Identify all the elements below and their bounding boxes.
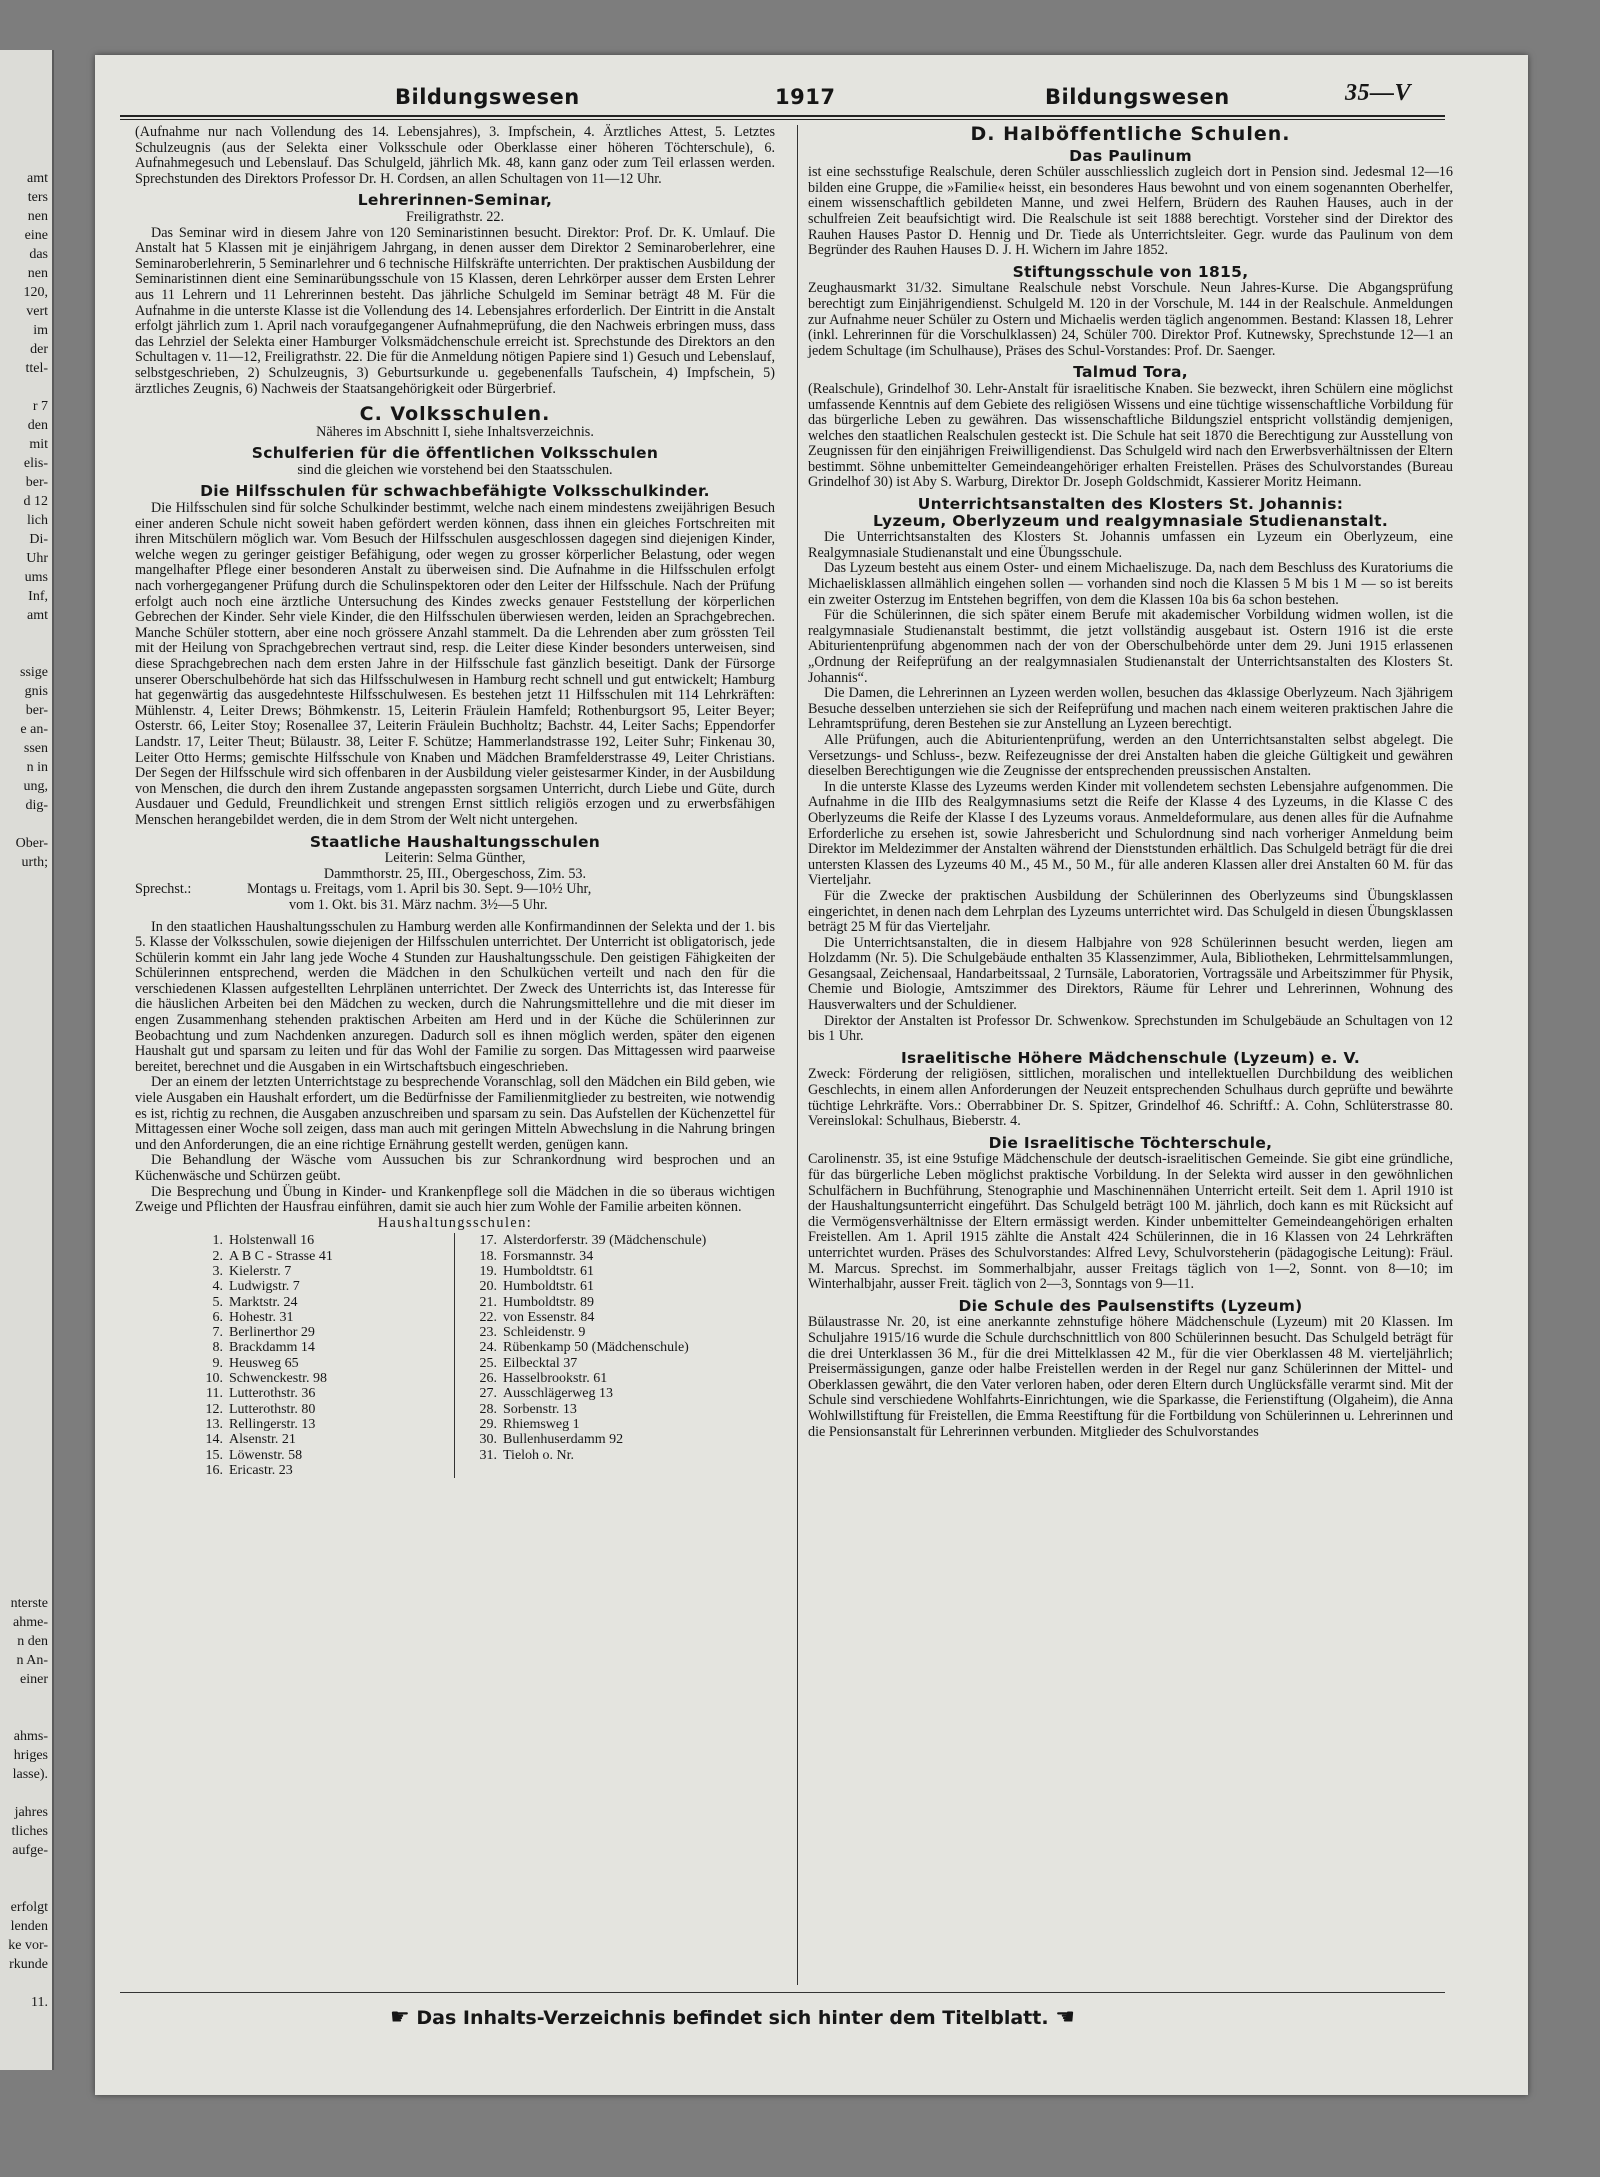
prev-page-fragment: jahres [14,1805,48,1820]
schulferien-title: Schulferien für die öffentlichen Volksschulen [251,444,659,463]
list-item-address: Sorbenstr. 13 [503,1401,577,1417]
list-item-address: Alsterdorferstr. 39 (Mädchenschule) [503,1233,707,1249]
list-item-number: 21. [479,1294,497,1310]
list-item-number: 2. [212,1248,223,1264]
list-item-number: 30. [479,1432,497,1448]
prev-page-fragment: das [29,247,48,262]
list-item [195,1325,454,1340]
list-item-address: Humboldtstr. 89 [503,1294,595,1310]
paulsen-text: Bülaustrasse Nr. 20, ist eine anerkannte zehnstufige höhere Mädchenschule (Lyzeum) mit 20 Klassen. Im Schuljahre 1915/16 wurde die Schule durchschnittlich von 800 Schülerinnen besucht. Das Schulgeld beträgt für die drei Unterklassen 36 M., für die drei Mittelklassen 42 M., für die vier Oberklassen 48 M. vierteljährlich; Preisermässigungen, ganze oder halbe Freistellen werden in der Regel nur ganz Schülerinnen der Mittel- und Oberklassen gewährt, die den Vater verloren haben, oder deren Eltern durch Unglücksfälle verarmt sind. Mit der Schule sind verschiedene Wohlfahrts-Einrichtungen, wie die Sparkasse, die Ferienstiftung (Olgaheim), die Anna Wohlwillstiftung für Freistellen, die Emma Reestiftung für die Fortbildung von Schülerinnen u. Lehrerinnen und die Pensionsanstalt für Lehrerinnen verbunden. Mitglieder des Schulvorstandes [808,1314,1453,1440]
prev-page-fragment: ters [27,190,48,205]
list-item-number: 20. [479,1279,497,1295]
list-item [195,1448,454,1463]
prev-page-fragment: urth; [21,855,48,870]
list-item [195,1233,454,1248]
sprech-line-1: Montags u. Freitags, vom 1. April bis 30. Sept. 9—10½ Uhr, [247,881,592,898]
list-item-number: 23. [479,1325,497,1341]
column-separator [797,125,798,1985]
list-item [195,1295,454,1310]
list-item-number: 27. [479,1386,497,1402]
list-item-address: Lutterothstr. 80 [229,1401,316,1417]
hilfsschulen-text: Die Hilfsschulen sind für solche Schulkinder bestimmt, welche nach einem mindestens zweijährigen Besuch einer anderen Schule nicht soweit haben gefördert werden können, dass ihnen ein gleiches Fortschreiten mit ihren Mitschülern möglich war. Vom Besuch der Hilfsschulen ausgeschlossen dagegen sind diejenigen Kinder, welche wegen zu geringer geistiger Befähigung, oder wegen zu grosser körperlicher Belastung, oder wegen mangelhafter Pflege einer besonderen Anstalt zu überweisen sind. Die Aufnahme in die Hilfsschulen erfolgt nach vorhergegangener Prüfung durch die Schulinspektoren oder den Leiter der Hilfsschule. Nach der Prüfung erfolgt auch noch eine ärztliche Untersuchung des Kindes zwecks genauer Feststellung der körperlichen Gebrechen der Kinder. Sehr viele Kinder, die den Hilfsschulen überwiesen werden, leiden an Sprachgebrechen. Manche Schüler stottern, aber eine noch grössere Anzahl stammelt. Da die Lehrenden aber zum grössten Teil mit der Heilung von Sprachgebrechen vertraut sind, resp. die Leiter diese Kinder besonders unterweisen, sind diese Sprachgebrechen nach dem ersten Jahre in der Hilfsschule fast gänzlich beseitigt. Dank der Fürsorge unserer Oberschulbehörde hat sich das Hilfsschulwesen in Hamburg recht schnell und gut entwickelt; Hamburg hat gegenwärtig das ausgedehnteste Hilfsschulwesen. Es bestehen jetzt 11 Hilfsschulen mit 114 Lehrkräften: Mühlenstr. 4, Leiter Drews; Böhmkenstr. 15, Leiterin Fräulein Hamfeld; Rothenburgsort 95, Leiter Beyer; Osterstr. 66, Leiter Stoy; Rosenallee 37, Leiterin Fräulein Buchholtz; Bachstr. 44, Leiter Sachs; Eppendorfer Landstr. 17, Leiter Theut; Bülaustr. 38, Leiter F. Schütze; Hammerlandstrasse 192, Leiter Suhr; Finkenau 30, Leiter Otto Herms; gemischte Hilfsschule von Knaben und Mädchen Bramfelderstrasse 49, Leiter Christians. Der Segen der Hilfsschule wird sich offenbaren in der Ausbildung vieler geistesarmer Kinder, in der Ausbildung von Menschen, die durch den ihrem Zustande angepassten sorgsamen Unterricht, durch Liebe und Güte, durch Ausdauer und Geduld, Freundlichkeit und strengen Ernst sittlich religiös erzogen und zu erwerbsfähigen Menschen herangebildet werden, die in dem Strom der Welt nicht untergehen. [135,500,775,828]
list-item-address: Hohestr. 31 [229,1309,294,1325]
list-item-address: Eilbecktal 37 [503,1355,578,1371]
list-item-number: 28. [479,1401,497,1417]
list-item [195,1463,454,1478]
list-item-number: 19. [479,1263,497,1279]
list-item [469,1279,775,1294]
list-item-number: 24. [479,1340,497,1356]
seminar-address: Freiligrathstr. 22. [405,208,505,225]
list-item [195,1249,454,1264]
prev-page-fragment: einer [20,1672,48,1687]
prev-page-fragment: Uhr [26,551,48,566]
talmud-title: Talmud Tora, [1073,363,1188,382]
prev-page-fragment: lich [27,513,48,528]
prev-page-fragment: amt [27,608,48,623]
list-item-number: 26. [479,1371,497,1387]
list-left-column [135,1233,455,1478]
israel-toechter-title: Die Israelitische Töchterschule, [988,1133,1273,1152]
list-item [469,1295,775,1310]
list-item [195,1264,454,1279]
prev-page-fragment: erfolgt [10,1900,48,1915]
list-item [469,1233,775,1248]
list-item-number: 10. [205,1371,223,1387]
list-item-address: Humboldtstr. 61 [503,1263,595,1279]
hilfsschulen-title: Die Hilfsschulen für schwachbefähigte Volksschulkinder. [200,482,710,501]
johannis-p1: Die Unterrichtsanstalten des Klosters St. Johannis umfassen ein Lyzeum ein Oberlyzeum, eine Realgymnasiale Studienanstalt und eine Übungsschule. [808,529,1453,561]
prev-page-fragment: lenden [10,1919,48,1934]
prev-page-fragment: 11. [31,1995,48,2010]
paulinum-text: ist eine sechsstufige Realschule, deren Schüler ausschliesslich zugleich dort in Pension sind. Jedesmal 12—16 bilden eine Gruppe, die »Familie« heisst, ein besonderes Haus bewohnt und von einem sogenannten Oberhelfer, einem wissenschaftlich gebildeten Manne, und zwei Helfern, Brüdern des Rauhen Hauses, auch in der schulfreien Zeit beaufsichtigt wird. Die Realschule ist seit 1888 berechtigt. Vorsteher sind der Direktor des Rauhen Hauses Pastor D. Hennig und Dr. Tiede als Unterrichtsleiter. Gegr. wurde das Paulinum von dem Begründer des Rauhen Hauses D. J. H. Wichern im Jahre 1852. [808,164,1453,259]
list-item-address: Berlinerthor 29 [229,1325,315,1341]
list-item-number: 17. [479,1233,497,1249]
israel-toechter-text: Carolinenstr. 35, ist eine 9stufige Mädchenschule der deutsch-israelitischen Gemeinde. Sie gibt eine gründliche, für das bürgerliche Leben möglichst praktische Vorbildung. In der Selekta wird ausser in den gewöhnlichen Schulfächern in Buchführung, Stenographie und Maschinennähen Unterricht erteilt. Seit dem 1. April 1910 ist der Haushaltungsunterricht eingeführt. Das Schulgeld beträgt 100 M. jährlich, doch kann es mit Rücksicht auf die Vermögensverhältnisse der Eltern ermässigt werden. Kinder unbemittelter Gemeindeangehörigen erhalten Freistellen. Am 1. April 1915 zählte die Anstalt 424 Schülerinnen, die in 16 Klassen von 24 Lehrkräften unterrichtet wurden. Präses des Schulvorstandes: Alfred Levy, Schulvorsteherin (pädagogische Leitung): Fräul. M. Marcus. Sprechst. im Sommerhalbjahr, ausser Freitags täglich von 1—2, Sonnt. von 8—10; im Winterhalbjahr, ausser Freit. täglich von 2—3, Sonntags von 9—11. [808,1151,1453,1293]
list-item-address: Holstenwall 16 [229,1233,315,1249]
list-item-number: 13. [205,1416,223,1432]
list-item-number: 5. [212,1294,223,1310]
prev-page-fragment: ber- [25,475,48,490]
list-item-address: Rellingerstr. 13 [229,1416,316,1432]
list-item-number: 15. [205,1447,223,1463]
list-item-number: 18. [479,1248,497,1264]
prev-page-fragment: nterste [10,1596,48,1611]
list-item-address: Schwenckestr. 98 [229,1371,327,1387]
johannis-title-1: Unterrichtsanstalten des Klosters St. Johannis: [917,495,1344,514]
list-item-number: 6. [212,1309,223,1325]
johannis-p2: Das Lyzeum besteht aus einem Oster- und einem Michaeliszuge. Da, nach dem Beschluss des Kuratoriums die Michaelisklassen allmählich eingehen sollen — vorhanden sind noch die Klassen 5 M bis 1 M — so ist bereits ein zweiter Osterzug im Entstehen begriffen, von dem die Klassen 10a bis 6a schon bestehen. [808,560,1453,608]
prev-page-fragment: 120, [23,285,48,300]
prev-page-fragment: Di- [29,532,48,547]
list-item-number: 29. [479,1416,497,1432]
previous-page-edge [0,50,54,2070]
pointing-hand-right-icon: ☚ [1055,2005,1075,2030]
prev-page-fragment: rkunde [9,1957,48,1972]
list-item-address: Heusweg 65 [229,1355,299,1371]
haushalt-school-list [135,1233,775,1478]
prev-page-fragment: n den [17,1634,48,1649]
list-item [195,1310,454,1325]
list-item-address: Rübenkamp 50 (Mädchenschule) [503,1340,689,1356]
johannis-title-2: Lyzeum, Oberlyzeum und realgymnasiale Studienanstalt. [872,511,1389,530]
prev-page-fragment: lasse). [12,1767,48,1782]
list-item-address: Ausschlägerweg 13 [503,1386,614,1402]
prev-page-fragment: den [27,418,48,433]
haushalt-leiterin: Leiterin: Selma Günther, [384,850,526,867]
list-item-number: 4. [212,1279,223,1295]
list-item-address: Alsenstr. 21 [229,1432,296,1448]
header-year: 1917 [775,85,836,109]
list-item [469,1325,775,1340]
footer-rule [120,1992,1445,1993]
list-item [469,1448,775,1463]
list-item [195,1371,454,1386]
list-item-address: Tieloh o. Nr. [503,1447,575,1463]
talmud-text: (Realschule), Grindelhof 30. Lehr-Anstalt für israelitische Knaben. Sie bezweckt, ihren Schülern eine möglichst umfassende Kenntnis auf dem Gebiete des religiösen Wissens und eine tüchtige wissenschaftliche Vorbildung für das bürgerliche Leben zu gewähren. Das wissenschaftliche Bildungsziel entspricht vollständig demjenigen, welches den staatlichen Realschulen gesteckt ist. Die Schule hat seit 1870 die Berechtigung zur Ausstellung von Zeugnissen für den einjährigen Freiwilligendienst. Das Schulgeld wird nach den Erwerbsverhältnissen der Eltern bestimmt. Söhne unbemittelter Gemeindeangehöriger erhalten Freistellen. Präses des Schulvorstandes (Bureau Grindelhof 30) ist Aby S. Warburg, Direktor Dr. Joseph Goldschmidt, Kassierer Moritz Heimann. [808,380,1453,491]
list-item [469,1402,775,1417]
list-item [469,1249,775,1264]
prev-page-fragment: dig- [25,798,48,813]
list-item-address: Humboldtstr. 61 [503,1279,595,1295]
list-item-address: Marktstr. 24 [229,1294,298,1310]
list-item-address: Hasselbrookstr. 61 [503,1371,608,1387]
prev-page-fragment: ssige [20,665,48,680]
prev-page-fragment: im [33,323,48,338]
intro-paragraph: (Aufnahme nur nach Vollendung des 14. Lebensjahres), 3. Impfschein, 4. Ärztliches Attest, 5. Letztes Schulzeugnis (aus der Selekta einer Volksschule oder Oberklasse einer höheren Töchterschule), 6. Aufnahmegesuch und Lebenslauf. Das Schulgeld, jährlich Mk. 48, kann ganz oder zum Teil erlassen werden. Sprechstunden des Direktors Professor Dr. H. Cordsen, an allen Schultagen von 11—12 Uhr. [135,124,775,187]
johannis-p4: Die Damen, die Lehrerinnen an Lyzeen werden wollen, besuchen das 4klassige Oberlyzeum. Nach 3jährigem Besuche desselben unterziehen sie sich der Reifeprüfung und machen nach einem weiteren praktischen Jahre die Lehramtsprüfung, deren Bestehen sie zur Anstellung an Lyzeen berechtigt. [808,685,1453,733]
list-item-address: Forsmannstr. 34 [503,1248,594,1264]
haushalt-list-title: Haushaltungsschulen: [377,1214,533,1231]
seminar-text: Das Seminar wird in diesem Jahre von 120 Seminaristinnen besucht. Direktor: Prof. Dr. K. Umlauf. Die Anstalt hat 5 Klassen mit je einjährigem Jahrgang, in denen ausser dem Direktor 2 Seminaroberlehrer, eine Seminaroberlehrerin, 5 Seminarlehrer und 6 technische Hilfskräfte unterrichten. Der praktischen Ausbildung der Seminaristinnen dient eine Seminarübungsschule von 15 Klassen, deren Lehrkörper ausser dem Ersten Lehrer aus 11 Lehrern und 11 Lehrerinnen besteht. Das jährliche Schulgeld im Seminar beträgt 48 M. Für die Aufnahme in die unterste Klasse ist die Vollendung des 14. Lebensjahres erforderlich. Der Eintritt in die Anstalt erfolgt jährlich zum 1. April nach voraufgegangener Aufnahmeprüfung, die den Nachweis erbringen muss, dass das Lehrziel der Selekta einer Hamburger Volksmädchenschule erreicht ist. Sprechstunde des Direktors an den Schultagen v. 11—12, Freiligrathstr. 22. Die für die Anmeldung nötigen Papiere sind 1) Gesuch und Lebenslauf, selbstgeschrieben, 2) Schulzeugnis, 3) Geburtsurkunde u. gegebenenfalls Taufschein, 4) Impfschein, 5) ärztliches Zeugnis, 6) Nachweis der Staatsangehörigkeit oder Bürgerbrief. [135,224,775,397]
list-item-number: 25. [479,1355,497,1371]
list-item [469,1340,775,1355]
list-item-address: A B C - Strasse 41 [229,1248,333,1264]
prev-page-fragment: ahms- [13,1729,48,1744]
prev-page-fragment: r 7 [32,399,48,414]
seminar-title: Lehrerinnen-Seminar, [357,191,553,210]
israel-hoehere-title: Israelitische Höhere Mädchenschule (Lyzeum) e. V. [900,1048,1361,1067]
johannis-p5: Alle Prüfungen, auch die Abiturientenprüfung, werden an den Unterrichtsanstalten selbst abgelegt. Die Versetzungs- und Schluss-, bezw. Reifezeugnisse der drei Anstalten haben die gleiche Gültigkeit und gewähren dieselben Berechtigungen wie die Zeugnisse der entsprechenden preussischen Anstalten. [808,731,1453,780]
footer-text: Das Inhalts-Verzeichnis befindet sich hinter dem Titelblatt. [416,2007,1049,2029]
prev-page-fragment: nen [27,266,48,281]
haushalt-p4: Die Besprechung und Übung in Kinder- und Krankenpflege soll die Mädchen in die so überaus wichtigen Zweige und Pflichten der Hausfrau einführen, damit sie auch hier zum Wohle der Familie arbeiten können. [135,1183,775,1216]
prev-page-fragment: hriges [13,1748,48,1763]
johannis-p3: Für die Schülerinnen, die sich später einem Berufe mit akademischer Vorbildung widmen wollen, ist die realgymnasiale Studienanstalt bestimmt, die jetzt vollständig ausgebaut ist. Ostern 1916 ist die erste Abiturientenprüfung abgenommen nach der von der Oberschulbehörde unter dem 29. Juni 1915 erlassenen „Ordnung der Reifeprüfung an der realgymnasialen Studienanstalt der Unterrichtsanstalten des Klosters St. Johannis“. [808,607,1453,686]
header-left-title: Bildungswesen [395,85,580,109]
list-item [195,1386,454,1401]
list-item [195,1340,454,1355]
volksschulen-title: C. Volksschulen. [359,403,551,426]
list-item [469,1264,775,1279]
list-item-address: Rhiemsweg 1 [503,1416,580,1432]
haushalt-p1: In den staatlichen Haushaltungsschulen zu Hamburg werden alle Konfirmandinnen der Selekta und der 1. bis 5. Klasse der Volksschulen, sowie diejenigen der Hilfsschulen unterrichtet. Der Unterricht ist obligatorisch, jede Schülerin kommt ein Jahr lang jede Woche 4 Stunden zur Haushaltungsschule. Den geistigen Fähigkeiten der Schülerinnen entsprechend, werden die Mädchen in den Schulküchen verteilt und nach den für die verschiedenen Klassen aufgestellten Lehrplänen unterrichtet. Der Zweck des Unterrichts ist, das Interesse für die häuslichen Arbeiten bei den Mädchen zu wecken, durch die Nahrungsmittellehre und die mit dieser im engen Zusammenhang stehenden praktischen Arbeiten am Herd und in der Küche die Schülerinnen zur Beobachtung und zum Nachdenken anzuregen. Dadurch soll es ihnen möglich werden, später den eigenen Haushalt gut und sparsam zu leiten und für das Wohl der Familie zu sorgen. Das Mittagessen wird paarweise bereitet, berechnet und die Ausgaben in ein Wirtschaftsbuch eingeschrieben. [135,918,775,1075]
prev-page-fragment: eine [24,228,48,243]
list-item [195,1432,454,1447]
prev-page-fragment: ssen [23,741,48,756]
haushalt-p3: Die Behandlung der Wäsche vom Aussuchen bis zur Schrankordnung wird besprochen und an Küchenwäsche und Schürzen geübt. [135,1152,775,1184]
column-left [135,125,775,1478]
volksschulen-subtitle: Näheres im Abschnitt I, siehe Inhaltsverzeichnis. [316,423,594,440]
list-item [469,1371,775,1386]
list-item [469,1417,775,1432]
johannis-p7: Für die Zwecke der praktischen Ausbildung der Schülerinnen des Oberlyzeums sind Übungsklassen eingerichtet, in denen nach dem Lehrplan des Lyzeums unterrichtet wird. Das Schulgeld in diesen Übungsklassen beträgt 25 M für das Vierteljahr. [808,887,1453,936]
prev-page-fragment: gnis [24,684,48,699]
pointing-hand-left-icon: ☛ [390,2005,410,2030]
israel-hoehere-text: Zweck: Förderung der religiösen, sittlichen, moralischen und intellektuellen Durchbildung des weiblichen Geschlechts, in einem allen Anforderungen der Neuzeit entsprechenden Schulhaus durch geprüfte und bewährte tüchtige Lehrkräfte. Vors.: Oberrabbiner Dr. S. Spitzer, Grindelhof 46. Schriftf.: A. Cohn, Schlüterstrasse 80. Vereinslokal: Schulhaus, Bieberstr. 4. [808,1066,1453,1130]
johannis-p6: In die unterste Klasse des Lyzeums werden Kinder mit vollendetem sechsten Lebensjahre aufgenommen. Die Aufnahme in die IIIb des Realgymnasiums setzt die Reife der Klasse 4 des Lyzeums, in die Klasse C des Oberlyzeums die Reife der Klasse I des Lyzeums voraus. Anmeldeformulare, aus denen alles für die Aufnahme Erforderliche zu ersehen ist, sowie Jahresbericht und Schulordnung sind nach vorheriger Anmeldung beim Direktor im Meldezimmer der Anstalten während der Dienststunden erhältlich. Das Schulgeld beträgt für die drei untersten Klassen des Lyzeums 40 M., 45 M., 50 M., für alle anderen Klassen aller drei Anstalten 60 M. für das Vierteljahr. [808,778,1453,889]
stiftung-title: Stiftungsschule von 1815, [1012,262,1249,281]
list-item [469,1310,775,1325]
list-item-address: Lutterothstr. 36 [229,1386,316,1402]
list-item-address: Ludwigstr. 7 [229,1279,300,1295]
prev-page-fragment: n in [26,760,48,775]
list-item-number: 9. [212,1355,223,1371]
list-item [469,1432,775,1447]
list-item [195,1417,454,1432]
list-item-address: Brackdamm 14 [229,1340,315,1356]
list-item-address: von Essenstr. 84 [503,1309,595,1325]
haushalt-sprechstunden [135,882,775,913]
list-item-address: Bullenhuserdamm 92 [503,1432,624,1448]
list-item-number: 16. [205,1462,223,1478]
list-item-number: 1. [212,1233,223,1249]
list-item [469,1386,775,1401]
list-item [195,1356,454,1371]
prev-page-fragment: mit [29,437,48,452]
haushalt-title: Staatliche Haushaltungsschulen [309,832,601,851]
prev-page-fragment: ums [24,570,48,585]
prev-page-fragment: ber- [25,703,48,718]
list-item-address: Löwenstr. 58 [229,1447,303,1463]
list-item-number: 11. [206,1386,223,1402]
prev-page-fragment: Inf, [28,589,48,604]
prev-page-fragment: vert [26,304,48,319]
list-item-number: 12. [205,1401,223,1417]
haushalt-p2: Der an einem der letzten Unterrichtstage zu besprechende Voranschlag, soll den Mädchen ein Bild geben, wie viele Ausgaben ein Haushalt erfordert, um die Bedürfnisse der Familienmitglieder zu bestreiten, wie notwendig es ist, richtig zu rechnen, die Ausgaben anzuschreiben und sparsam zu sein. Das Aufstellen der Küchenzettel für Mittagessen einer Woche soll zeigen, dass man auch mit geringen Mitteln Abwechslung in die Nahrung bringen und den Anforderungen, die an eine richtige Ernährung gestellt werden, genügen kann. [135,1074,775,1153]
list-item-number: 7. [212,1325,223,1341]
list-item-number: 14. [205,1432,223,1448]
prev-page-fragment: n An- [16,1653,48,1668]
prev-page-fragment: d 12 [23,494,48,509]
prev-page-fragment: amt [27,171,48,186]
prev-page-fragment: elis- [23,456,48,471]
prev-page-fragment: aufge- [12,1843,48,1858]
list-item-address: Kielerstr. 7 [229,1263,292,1279]
header-right-title: Bildungswesen [1045,85,1230,109]
sprech-label: Sprechst.: [135,881,192,898]
column-right [808,125,1453,1440]
johannis-p8: Die Unterrichtsanstalten, die in diesem Halbjahre von 928 Schülerinnen besucht werden, liegen am Holzdamm (Nr. 5). Die Schulgebäude enthalten 35 Klassenzimmer, Aula, Bibliotheken, Lehrmittelsammlungen, Gesangsaal, Zeichensaal, Handarbeitssaal, 2 Turnsäle, Laboratorien, Vortragssäle und Arbeitszimmer für Physik, Chemie und Biologie, Amtszimmer des Direktors, Räume für Lehrer und Lehrerinnen, Wohnung des Hausverwalters und der Schuldiener. [808,934,1453,1014]
paulinum-title: Das Paulinum [1069,146,1192,165]
list-right-column [455,1233,775,1478]
prev-page-fragment: ttel- [25,361,48,376]
johannis-p9: Direktor der Anstalten ist Professor Dr. Schwenkow. Sprechstunden im Schulgebäude an Schultagen von 12 bis 1 Uhr. [808,1012,1453,1045]
prev-page-fragment: tliches [11,1824,48,1839]
list-item [195,1279,454,1294]
list-item [195,1402,454,1417]
list-item [469,1356,775,1371]
prev-page-fragment: der [30,342,48,357]
list-item-number: 22. [479,1309,497,1325]
stiftung-text: Zeughausmarkt 31/32. Simultane Realschule nebst Vorschule. Neun Jahres-Kurse. Die Abgangsprüfung berechtigt zum Einjährigendienst. Schulgeld M. 120 in der Vorschule, M. 144 in der Realschule. Anmeldungen zur Aufnahme neuer Schüler zu Ostern und Michaelis werden täglich angenommen. Bestand: Klassen 18, Lehrer (inkl. Lehrerinnen für die Vorschulklassen) 24, Schüler 700. Direktor Prof. Kutnewsky, Sprechstunde 12—1 an jedem Schultage (im Schulhause), Präses des Schul-Vorstandes: Prof. Dr. Saenger. [808,280,1453,359]
prev-page-fragment: ke vor- [8,1938,48,1953]
prev-page-fragment: e an- [20,722,48,737]
header-page-number: 35—V [1345,80,1412,106]
list-item-number: 31. [479,1447,497,1463]
sprech-line-2: vom 1. Okt. bis 31. März nachm. 3½—5 Uhr. [289,896,548,913]
prev-page-fragment: nen [27,209,48,224]
schulferien-text: sind die gleichen wie vorstehend bei den Staatsschulen. [297,461,613,478]
footer-note [390,2005,1075,2030]
list-item-number: 3. [212,1263,223,1279]
list-item-number: 8. [212,1340,223,1356]
halboeff-title: D. Halböffentliche Schulen. [970,123,1291,145]
list-item-address: Ericastr. 23 [229,1462,293,1478]
prev-page-fragment: ung, [23,779,48,794]
haushalt-address: Dammthorstr. 25, III., Obergeschoss, Zim. 53. [323,865,587,882]
paulsen-title: Die Schule des Paulsenstifts (Lyzeum) [958,1296,1303,1315]
list-item-address: Schleidenstr. 9 [503,1325,586,1341]
prev-page-fragment: ahme- [13,1615,48,1630]
header-rule [120,115,1445,120]
prev-page-fragment: Ober- [15,836,48,851]
